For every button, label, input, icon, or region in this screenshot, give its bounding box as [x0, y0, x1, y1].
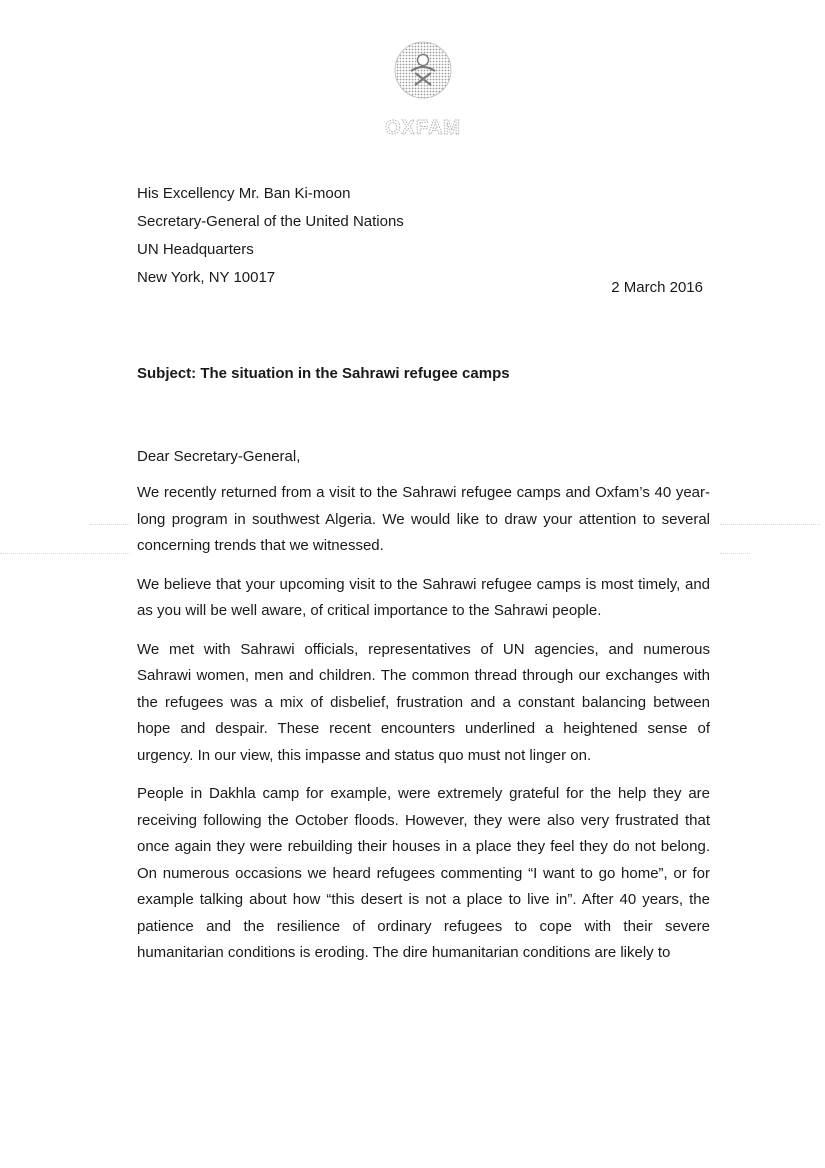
salutation: Dear Secretary-General,	[137, 448, 301, 465]
body-paragraph: We recently returned from a visit to the Sahrawi refugee camps and Oxfam’s 40 year-long program in southwest Algeria. We would like to draw your attention to several concerning trends that we witnessed.	[137, 484, 710, 554]
scan-artifact	[720, 524, 820, 526]
letter-body	[137, 480, 710, 979]
scan-artifact	[0, 553, 130, 555]
body-paragraph: We met with Sahrawi officials, representatives of UN agencies, and numerous Sahrawi women, men and children. The common thread through our exchanges with the refugees was a mix of disbelief, frustration and a constant balancing between hope and despair. These recent encounters underlined a heightened sense of urgency. In our view, this impasse and status quo must not linger on.	[137, 640, 710, 764]
letter-subject: Subject: The situation in the Sahrawi refugee camps	[137, 365, 510, 382]
addressee-block	[137, 180, 404, 292]
addressee-line: Secretary-General of the United Nations	[137, 213, 404, 230]
scan-artifact	[90, 524, 130, 526]
oxfam-logo	[378, 30, 468, 150]
addressee-line: His Excellency Mr. Ban Ki-moon	[137, 185, 351, 202]
addressee-line: UN Headquarters	[137, 241, 254, 258]
scan-artifact	[720, 553, 750, 555]
oxfam-wordmark: OXFAM	[384, 117, 462, 139]
letter-date: 2 March 2016	[611, 279, 703, 296]
oxfam-logo-icon	[378, 30, 468, 150]
body-paragraph: People in Dakhla camp for example, were extremely grateful for the help they are receiving following the October floods. However, they were also very frustrated that once again they were rebuilding their houses in a place they feel they do not belong. On numerous occasions we heard refugees commenting “I want to go home”, or for example talking about how “this desert is not a place to live in”. After 40 years, the patience and the resilience of ordinary refugees to cope with their severe humanitarian conditions is eroding. The dire humanitarian conditions are likely to	[137, 785, 710, 961]
addressee-line: New York, NY 10017	[137, 269, 276, 286]
body-paragraph: We believe that your upcoming visit to the Sahrawi refugee camps is most timely, and as you will be well aware, of critical importance to the Sahrawi people.	[137, 575, 710, 619]
